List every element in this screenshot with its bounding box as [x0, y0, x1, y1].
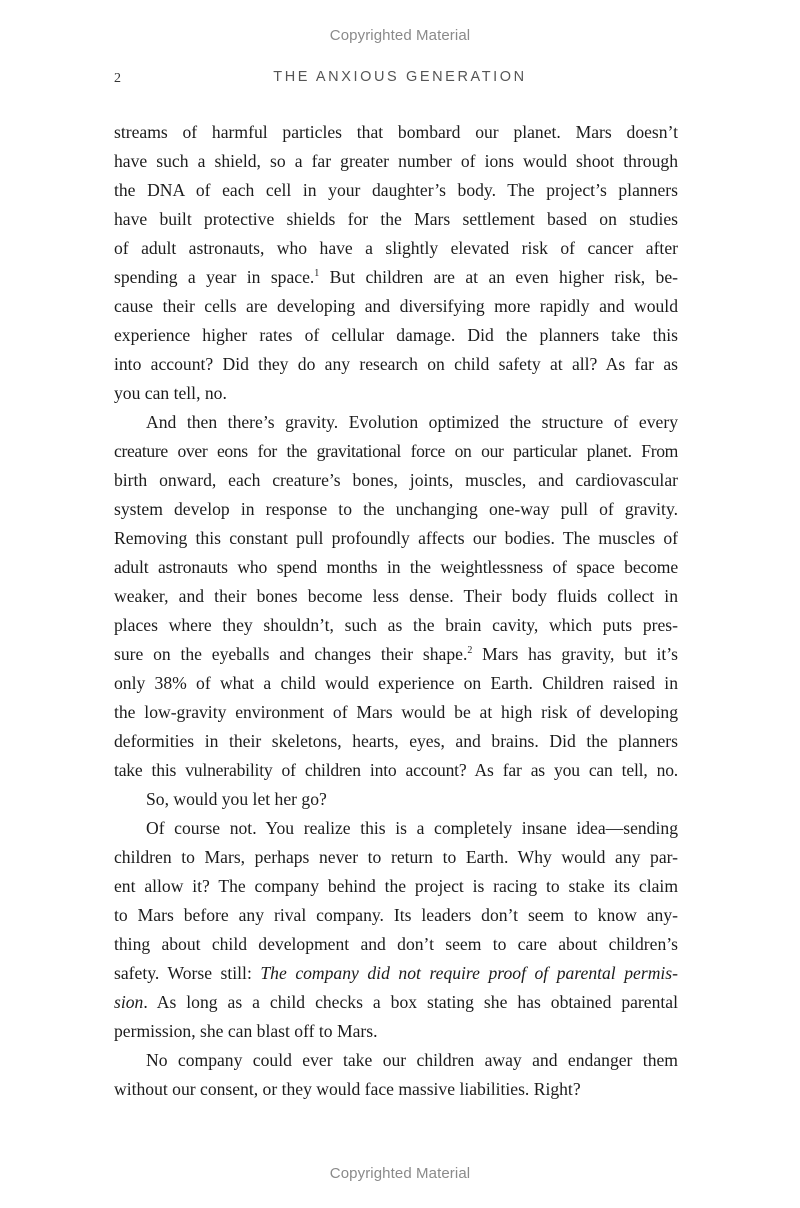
text-line: have built protective shields for the Mars settlement based on studies: [114, 209, 678, 229]
text-line: adult astronauts who spend months in the weightlessness of space become: [114, 557, 678, 577]
text-line: into account? Did they do any research on child safety at all? As far as: [114, 354, 678, 374]
text-line: the DNA of each cell in your daughter’s body. The project’s planners: [114, 180, 678, 200]
text-line: without our consent, or they would face massive liabilities. Right?: [114, 1079, 581, 1099]
text-line: So, would you let her go?: [146, 789, 327, 809]
text-line: cause their cells are developing and diversifying more rapidly and would: [114, 296, 678, 316]
text-line: deformities in their skeletons, hearts, eyes, and brains. Did the planners: [114, 731, 678, 751]
text-line: ent allow it? The company behind the project is racing to stake its claim: [114, 876, 678, 896]
page-number: 2: [114, 71, 121, 86]
running-head: [0, 69, 800, 89]
text-line: experience higher rates of cellular damage. Did the planners take this: [114, 325, 678, 345]
text-segment: spending a year in space.: [114, 267, 315, 287]
text-line: [114, 988, 678, 1017]
text-segment: Mars has gravity, but it’s: [472, 644, 678, 664]
text-line: Removing this constant pull profoundly affects our bodies. The muscles of: [114, 528, 678, 548]
text-line: to Mars before any rival company. Its leaders don’t seem to know any-: [114, 905, 678, 925]
text-line: of adult astronauts, who have a slightly elevated risk of cancer after: [114, 238, 678, 258]
text-line: only 38% of what a child would experience on Earth. Children raised in: [114, 673, 678, 693]
text-line: weaker, and their bones become less dense. Their body fluids collect in: [114, 586, 678, 606]
text-line: streams of harmful particles that bombard our planet. Mars doesn’t: [114, 122, 678, 142]
text-segment: . As long as a child checks a box stating she has obtained parental: [143, 992, 678, 1012]
text-line: have such a shield, so a far greater number of ions would shoot through: [114, 151, 678, 171]
text-line: take this vulnerability of children into account? As far as you can tell, no.: [114, 760, 678, 780]
text-line: permission, she can blast off to Mars.: [114, 1021, 378, 1041]
text-line: children to Mars, perhaps never to return to Earth. Why would any par-: [114, 847, 678, 867]
text-line: [114, 959, 678, 988]
text-line: you can tell, no.: [114, 383, 227, 403]
text-segment: sure on the eyeballs and changes their shape.: [114, 644, 468, 664]
text-line: places where they shouldn’t, such as the brain cavity, which puts pres-: [114, 615, 678, 635]
emphasis-text: sion: [114, 992, 144, 1012]
text-line: No company could ever take our children away and endanger them: [146, 1050, 678, 1070]
text-line: birth onward, each creature’s bones, joints, muscles, and cardiovascular: [114, 470, 678, 490]
book-title: THE ANXIOUS GENERATION: [273, 69, 527, 85]
text-line: And then there’s gravity. Evolution optimized the structure of every: [146, 412, 678, 432]
text-line: Of course not. You realize this is a completely insane idea—sending: [146, 818, 678, 838]
emphasis-text: The company did not require proof of parental permis-: [260, 963, 678, 983]
text-line: [114, 640, 678, 669]
copyright-watermark-top: Copyrighted Material: [329, 27, 471, 44]
text-line: [114, 263, 678, 292]
copyright-watermark-bottom: Copyrighted Material: [329, 1165, 471, 1182]
text-line: creature over eons for the gravitational force on our particular planet. From: [114, 441, 678, 461]
footnote-marker[interactable]: 1: [314, 268, 320, 279]
text-segment: safety. Worse still:: [114, 963, 261, 983]
text-line: system develop in response to the unchanging one-way pull of gravity.: [114, 499, 678, 519]
body-text: [114, 118, 678, 1104]
footnote-marker[interactable]: 2: [467, 645, 473, 656]
text-line: the low-gravity environment of Mars would be at high risk of developing: [114, 702, 678, 722]
text-line: thing about child development and don’t seem to care about children’s: [114, 934, 678, 954]
text-segment: But children are at an even higher risk, be-: [319, 267, 678, 287]
